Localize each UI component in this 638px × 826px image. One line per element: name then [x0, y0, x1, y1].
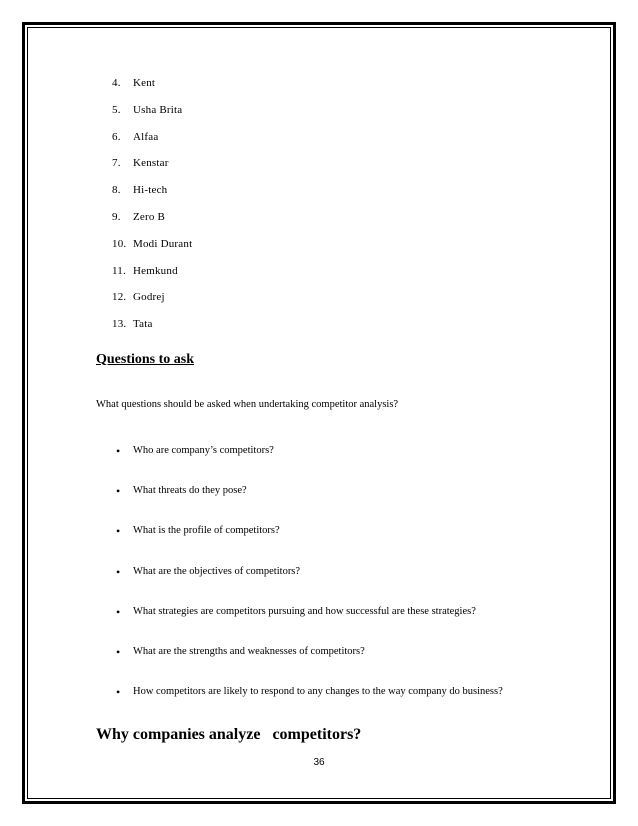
list-item-text: Hi-tech: [133, 184, 168, 197]
bullet-symbol: •: [116, 484, 121, 499]
list-item-number: 10.: [112, 237, 127, 250]
bullet-symbol: •: [116, 444, 121, 458]
list-item-text: Tata: [133, 318, 153, 331]
list-item-text: Alfaa: [133, 130, 159, 143]
bullet-symbol: •: [116, 604, 121, 619]
bullet-text: What are the strengths and weaknesses of competitors?: [133, 645, 365, 657]
list-item-text: Kent: [133, 77, 156, 89]
bullet-symbol: •: [116, 685, 121, 700]
list-item-number: 5.: [112, 103, 121, 116]
list-item-text: Zero B: [133, 210, 166, 223]
section-intro: What questions should be asked when undertaking competitor analysis?: [96, 399, 399, 410]
list-item-text: Usha Brita: [133, 103, 183, 116]
list-item-text: Modi Durant: [133, 237, 193, 250]
bullet-symbol: •: [116, 564, 121, 579]
list-item-text: Godrej: [133, 291, 165, 304]
list-item-number: 8.: [112, 184, 121, 197]
page-number: 36: [313, 757, 325, 768]
list-item-text: Hemkund: [133, 264, 178, 277]
bullet-text: How competitors are likely to respond to any changes to the way company do business?: [133, 686, 503, 698]
bullet-text: What strategies are competitors pursuing and how successful are these strategies?: [133, 605, 476, 617]
bullet-symbol: •: [116, 644, 121, 659]
list-item-number: 9.: [112, 210, 121, 223]
section-heading-questions: Questions to ask: [96, 352, 195, 367]
list-item-number: 4.: [112, 77, 121, 89]
list-item-number: 13.: [112, 318, 127, 331]
list-item-text: Kenstar: [133, 157, 169, 170]
section-heading-why-analyze: Why companies analyze competitors?: [96, 726, 362, 743]
bullet-text: What threats do they pose?: [133, 485, 247, 497]
bullet-text: What is the profile of competitors?: [133, 525, 280, 537]
bullet-text: Who are company’s competitors?: [133, 445, 274, 456]
bullet-text: What are the objectives of competitors?: [133, 565, 301, 577]
list-item-number: 7.: [112, 157, 121, 170]
list-item-number: 11.: [112, 264, 126, 277]
bullet-symbol: •: [116, 524, 121, 539]
list-item-number: 12.: [112, 291, 127, 304]
list-item-number: 6.: [112, 130, 121, 143]
